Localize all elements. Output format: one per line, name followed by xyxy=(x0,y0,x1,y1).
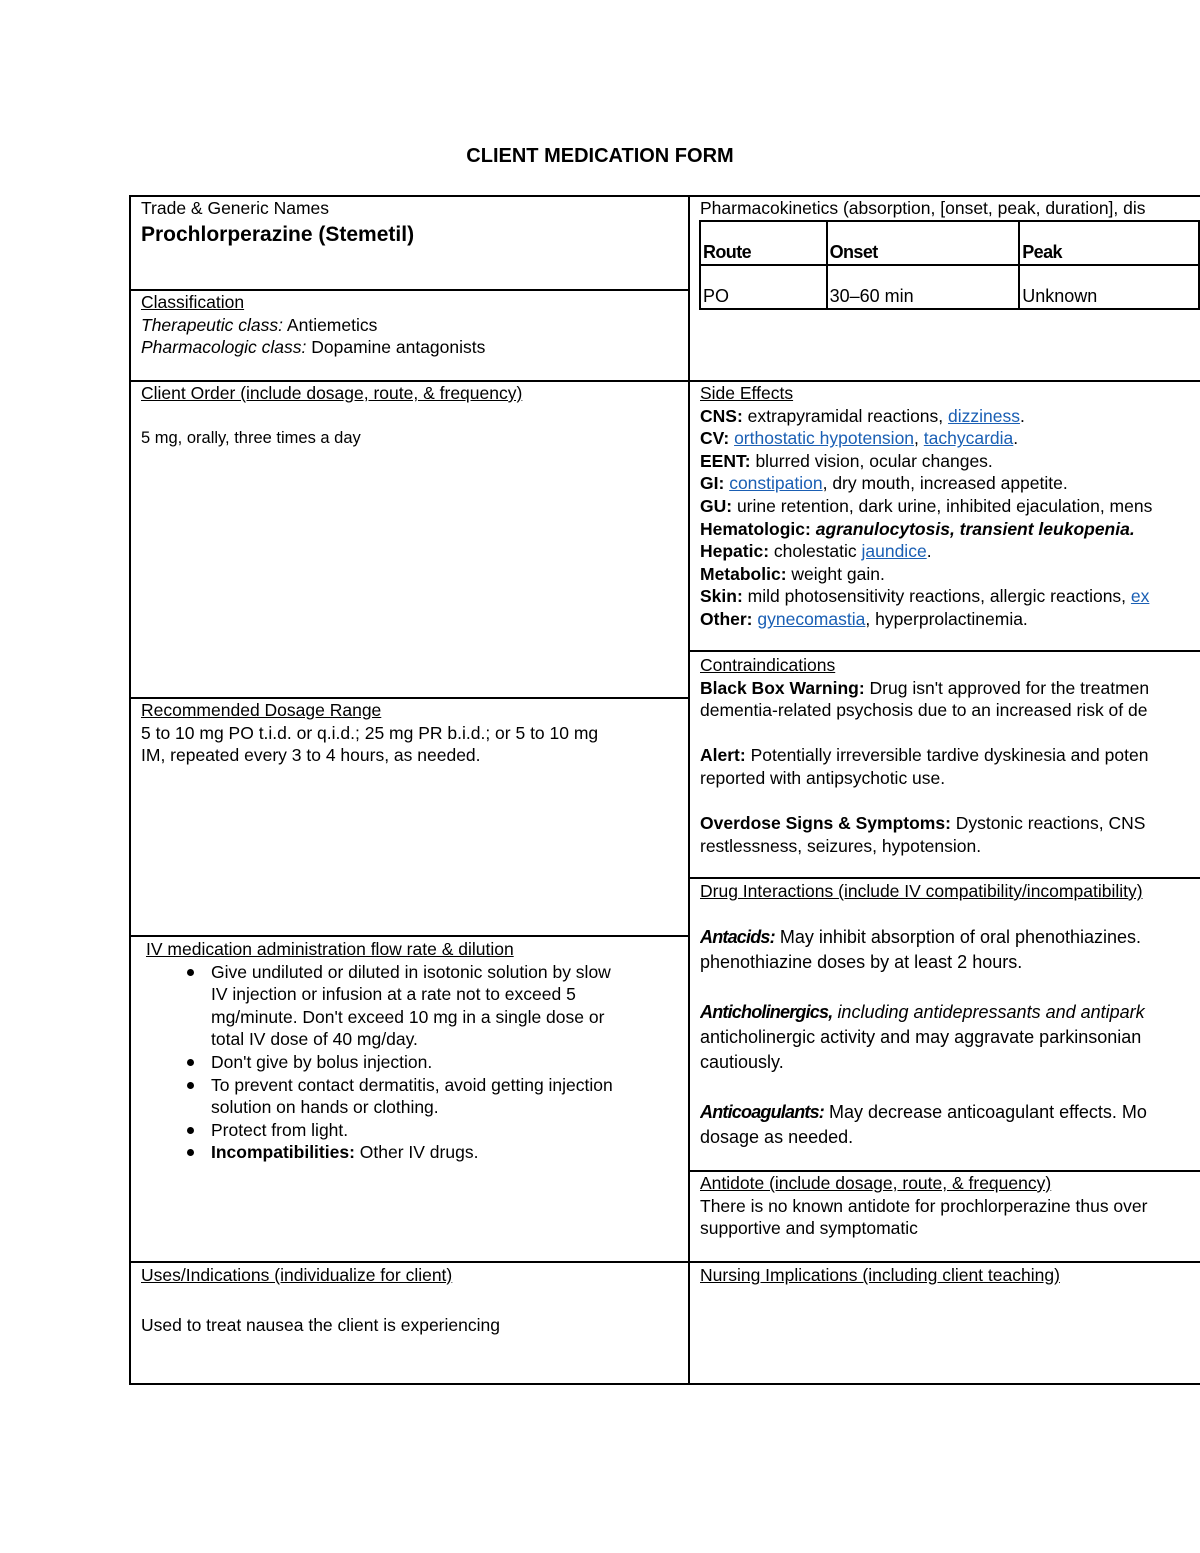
constipation-link[interactable]: constipation xyxy=(729,473,823,494)
interaction-anticoagulants-cont: dosage as needed. xyxy=(700,1126,854,1147)
overdose-cont: restlessness, seizures, hypotension. xyxy=(700,835,982,856)
interaction-anticholinergics: Anticholinergics, including antidepressants and antipark xyxy=(700,1001,1145,1022)
form-title: CLIENT MEDICATION FORM xyxy=(466,145,734,167)
therapeutic-class: Therapeutic class: Antiemetics xyxy=(141,314,378,335)
antidote-line: There is no known antidote for prochlorperazine thus over xyxy=(700,1195,1148,1216)
contraindications-section xyxy=(700,654,1200,857)
interaction-anticholinergics-cont: cautiously. xyxy=(700,1051,784,1072)
drug-name: Prochlorperazine (Stemetil) xyxy=(141,222,415,246)
table-border-bottom xyxy=(129,1383,1200,1385)
classification-section xyxy=(141,291,681,359)
side-effect-other: Other: gynecomastia, hyperprolactinemia. xyxy=(700,608,1028,629)
interaction-anticoagulants: Anticoagulants: May decrease anticoagulant effects. Mo xyxy=(700,1101,1147,1122)
divider-dosage-iv xyxy=(129,935,690,937)
alert: Alert: Potentially irreversible tardive dyskinesia and poten xyxy=(700,745,1149,766)
interactions-section xyxy=(700,880,1200,1150)
list-item: Protect from light. xyxy=(141,1119,681,1142)
uses-section xyxy=(141,1264,681,1336)
jaundice-link[interactable]: jaundice xyxy=(861,541,927,562)
side-effect-cv: CV: orthostatic hypotension, tachycardia. xyxy=(700,428,1019,449)
list-item: Don't give by bolus injection. xyxy=(141,1051,681,1074)
side-effect-gu: GU: urine retention, dark urine, inhibited ejaculation, mens xyxy=(700,495,1153,516)
interaction-antacids: Antacids: May inhibit absorption of oral phenothiazines. xyxy=(700,926,1142,947)
table-cell: PO xyxy=(700,265,827,309)
pharmacologic-class: Pharmacologic class: Dopamine antagonists xyxy=(141,337,486,358)
uses-label: Uses/Indications (individualize for client) xyxy=(141,1265,453,1285)
antidote-label: Antidote (include dosage, route, & frequency) xyxy=(700,1173,1052,1193)
client-order-label: Client Order (include dosage, route, & frequency) xyxy=(141,383,523,403)
iv-admin-section xyxy=(141,938,681,1164)
table-row xyxy=(700,265,1199,309)
dosage-range-line: 5 to 10 mg PO t.i.d. or q.i.d.; 25 mg PR b.i.d.; or 5 to 10 mg xyxy=(141,722,599,743)
names-section xyxy=(141,197,681,250)
column-header: Route xyxy=(700,221,827,265)
gynecomastia-link[interactable]: gynecomastia xyxy=(757,608,866,629)
orthostatic-hypotension-link[interactable]: orthostatic hypotension xyxy=(734,428,915,449)
client-order-section xyxy=(141,382,681,449)
column-header: Onset xyxy=(827,221,1020,265)
antidote-line: supportive and symptomatic xyxy=(700,1218,918,1239)
iv-admin-label: IV medication administration flow rate & dilution xyxy=(146,939,514,959)
black-box-warning-cont: dementia-related psychosis due to an increased risk of de xyxy=(700,700,1148,721)
list-item: To prevent contact dermatitis, avoid getting injection solution on hands or clothing. xyxy=(141,1074,681,1119)
divider-contra-interactions xyxy=(688,877,1200,879)
list-item: Give undiluted or diluted in isotonic solution by slow IV injection or infusion at a rate not to exceed 5 mg/minute. Don't exceed 10 mg in a single dose or total IV dose of 40 mg/day. xyxy=(141,961,681,1051)
overdose: Overdose Signs & Symptoms: Dystonic reactions, CNS xyxy=(700,813,1146,834)
side-effect-eent: EENT: blurred vision, ocular changes. xyxy=(700,450,993,471)
antidote-section xyxy=(700,1172,1200,1240)
nursing-section xyxy=(700,1264,1200,1287)
column-header: Peak xyxy=(1019,221,1199,265)
table-column-divider xyxy=(688,195,690,1385)
list-item: Incompatibilities: Other IV drugs. xyxy=(141,1141,681,1164)
divider-row-uses xyxy=(129,1261,1200,1263)
side-effect-cns: CNS: extrapyramidal reactions, dizziness. xyxy=(700,405,1025,426)
alert-cont: reported with antipsychotic use. xyxy=(700,767,946,788)
uses-value: Used to treat nausea the client is experiencing xyxy=(141,1314,500,1335)
pharmacokinetics-label: Pharmacokinetics (absorption, [onset, peak, duration], dis xyxy=(700,198,1146,218)
side-effect-skin: Skin: mild photosensitivity reactions, allergic reactions, ex xyxy=(700,586,1150,607)
dosage-range-line: IM, repeated every 3 to 4 hours, as needed. xyxy=(141,745,481,766)
divider-sideeffects-contra xyxy=(688,650,1200,652)
interaction-antacids-cont: phenothiazine doses by at least 2 hours. xyxy=(700,951,1023,972)
black-box-warning: Black Box Warning: Drug isn't approved for the treatmen xyxy=(700,677,1150,698)
side-effect-gi: GI: constipation, dry mouth, increased appetite. xyxy=(700,473,1068,494)
client-order-value: 5 mg, orally, three times a day xyxy=(141,428,361,447)
dizziness-link[interactable]: dizziness xyxy=(948,405,1021,426)
contraindications-label: Contraindications xyxy=(700,655,836,675)
table-header-row xyxy=(700,221,1199,265)
dosage-range-label: Recommended Dosage Range xyxy=(141,700,382,720)
table-border-left xyxy=(129,195,131,1385)
side-effect-hematologic: Hematologic: agranulocytosis, transient leukopenia. xyxy=(700,518,1135,539)
nursing-label: Nursing Implications (including client teaching) xyxy=(700,1265,1060,1285)
pharmacokinetics-table xyxy=(699,220,1200,310)
table-cell: Unknown xyxy=(1019,265,1199,309)
iv-admin-list xyxy=(141,961,681,1164)
side-effect-hepatic: Hepatic: cholestatic jaundice. xyxy=(700,541,932,562)
classification-label: Classification xyxy=(141,292,245,312)
skin-link[interactable]: ex xyxy=(1130,586,1150,607)
side-effect-metabolic: Metabolic: weight gain. xyxy=(700,563,885,584)
dosage-range-section xyxy=(141,699,681,767)
tachycardia-link[interactable]: tachycardia xyxy=(923,428,1014,449)
interaction-anticholinergics-cont: anticholinergic activity and may aggravate parkinsonian xyxy=(700,1026,1142,1047)
side-effects-section xyxy=(700,382,1200,631)
interactions-label: Drug Interactions (include IV compatibility/incompatibility) xyxy=(700,881,1143,901)
names-label: Trade & Generic Names xyxy=(141,198,330,218)
side-effects-label: Side Effects xyxy=(700,383,794,403)
table-cell: 30–60 min xyxy=(827,265,1020,309)
